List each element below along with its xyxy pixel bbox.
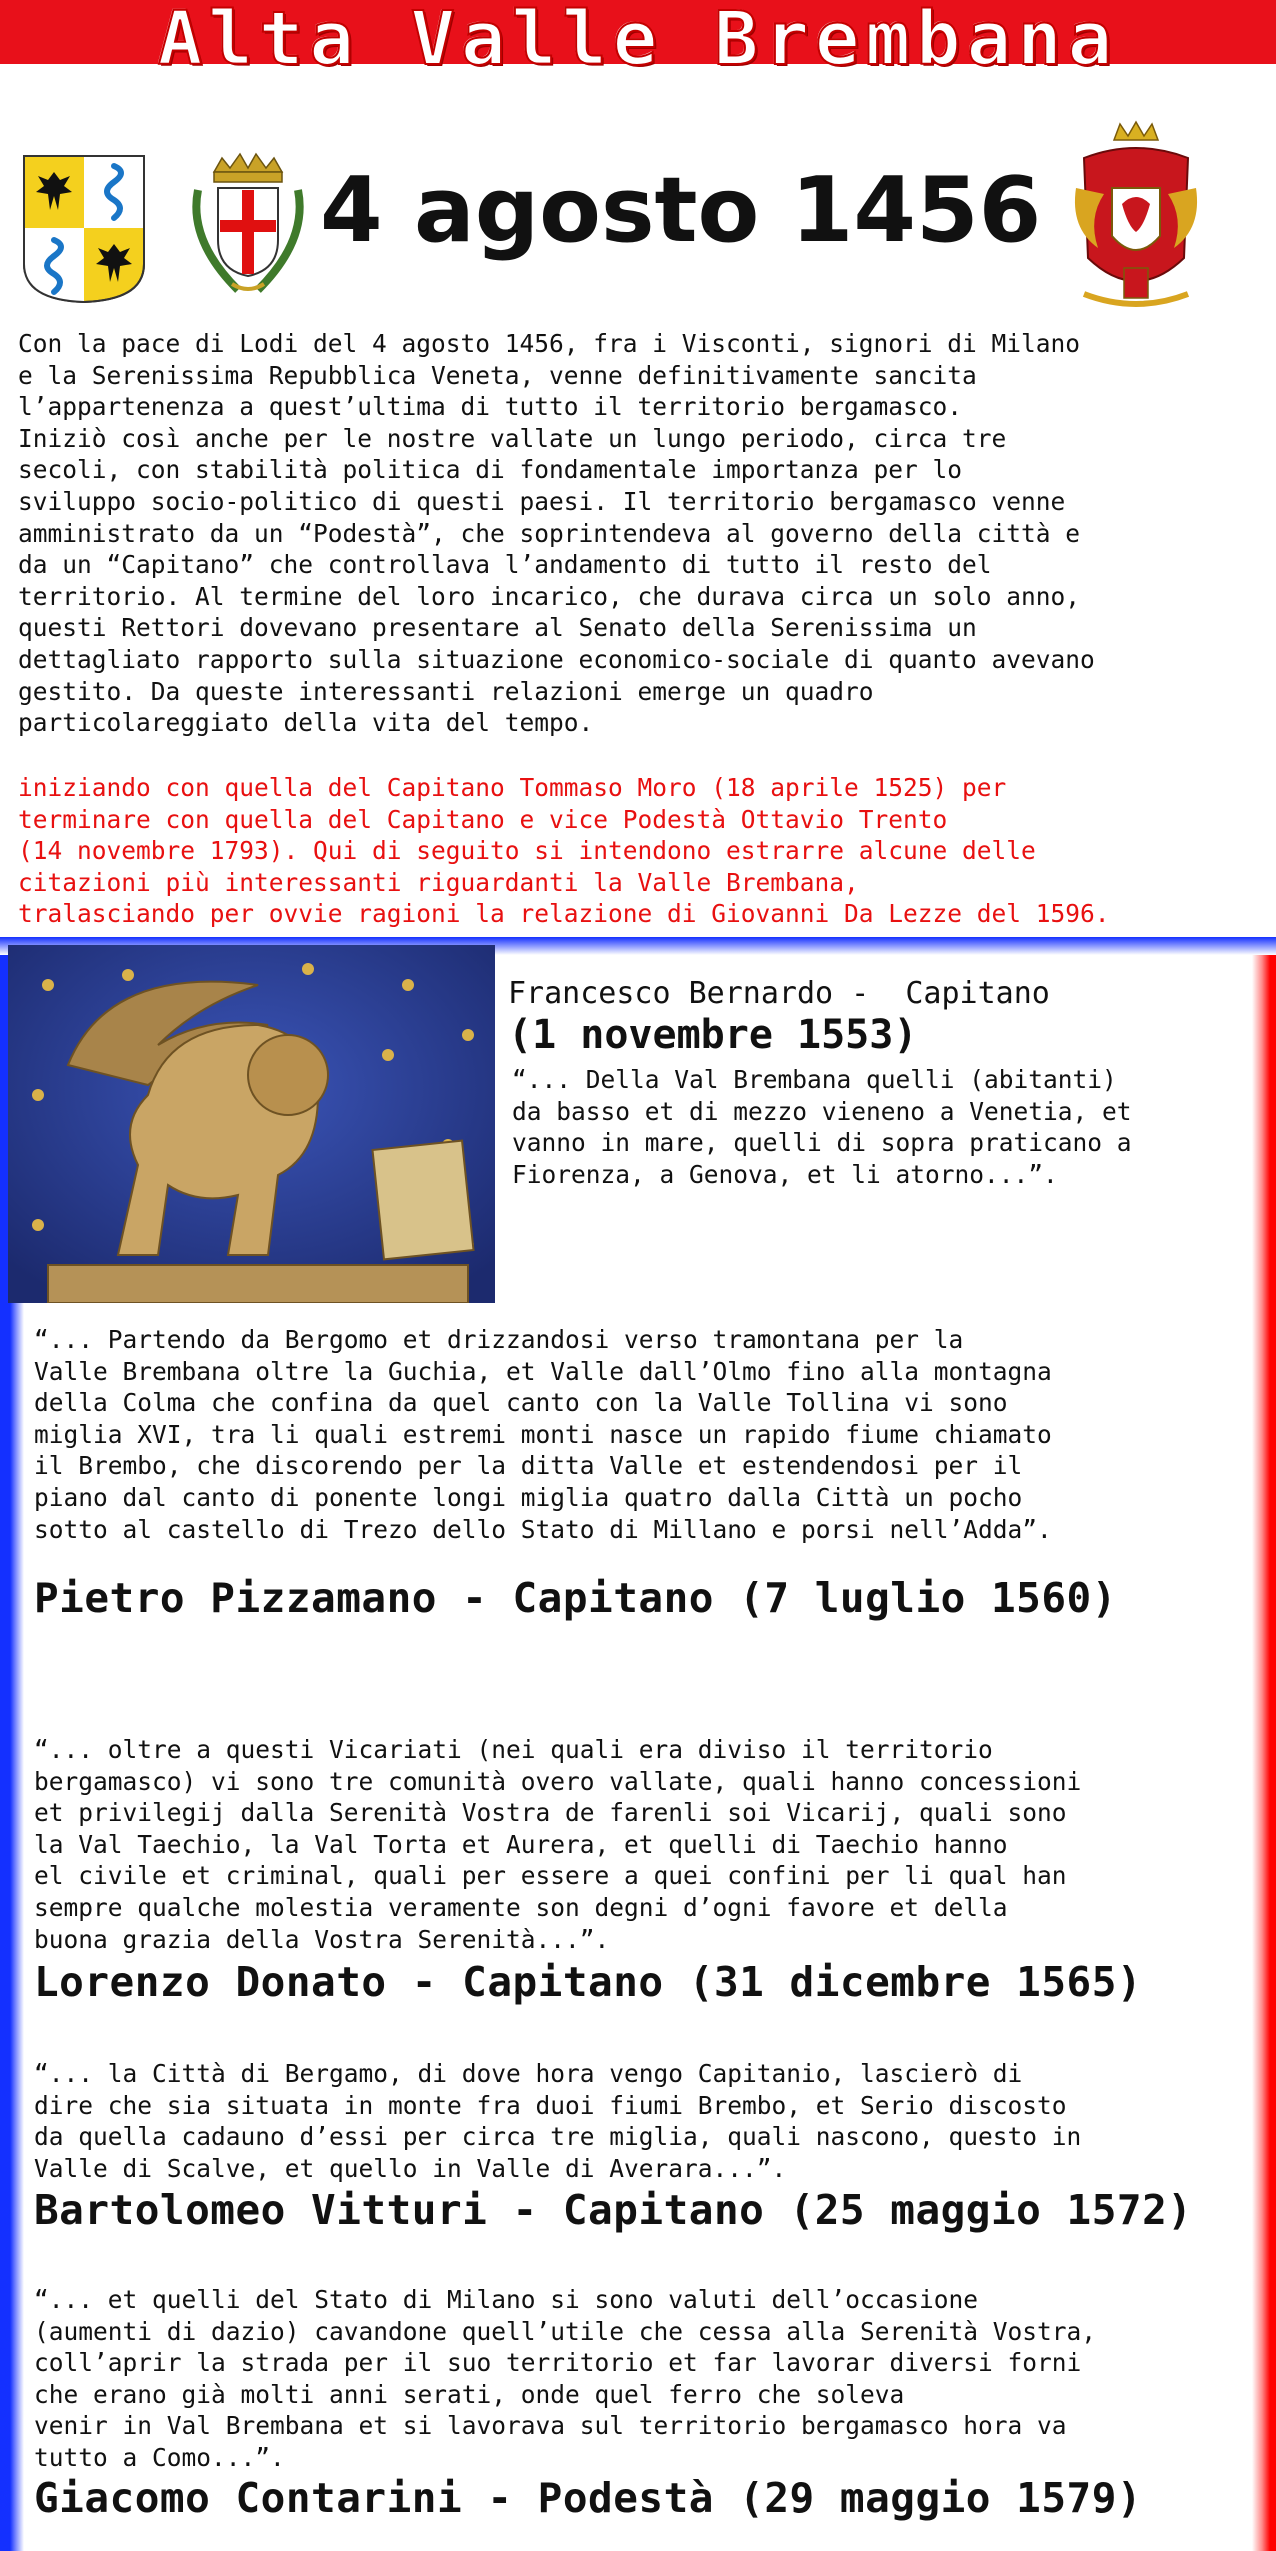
section-heading: Pietro Pizzamano - Capitano (7 luglio 1560) [34, 1574, 1117, 1622]
lion-of-saint-mark-image [8, 945, 495, 1303]
event-date: 4 agosto 1456 [320, 158, 1042, 263]
visconti-crest-icon [20, 152, 148, 304]
lion-icon [8, 945, 495, 1303]
section-heading: Giacomo Contarini - Podestà (29 maggio 1579) [34, 2474, 1143, 2522]
title-banner [0, 0, 1276, 92]
section-quote: “... oltre a questi Vicariati (nei quali era diviso il territorio bergamasco) vi sono tre comunità overo vallate, quali hanno concessioni et privilegij dalla Serenità Vostra de farenli soi Vicarij, quali sono la Val Taechio, la Val Torta et Aurera, et quelli di Taechio hanno el civile et criminal, quali per essere a quei confini per li qual han sempre qualche molestia veramente son degni d’ogni favore et della buona grazia della Vostra Serenità...”. [34, 1735, 1082, 1954]
intro-red-paragraph: iniziando con quella del Capitano Tommaso Moro (18 aprile 1525) per terminare con quella del Capitano e vice Podestà Ottavio Trento (14 novembre 1793). Qui di seguito si intendono estrarre alcune delle citazioni più interessanti riguardanti la Valle Brembana, tralasciando per ovvie ragioni la relazione di Giovanni Da Lezze del 1596. [18, 773, 1110, 929]
intro-paragraph: Con la pace di Lodi del 4 agosto 1456, fra i Visconti, signori di Milano e la Serenissima Repubblica Veneta, venne definitivamente sancita l’appartenenza a quest’ultima di tutto il territorio bergamasco. Iniziò così anche per le nostre vallate un lungo periodo, circa tre secoli, con stabilità politica di fondamentale importanza per lo sviluppo socio-politico di questi paesi. Il territorio bergamasco venne amministrato da un “Podestà”, che soprintendeva al governo della città e da un “Capitano” che controllava l’andamento di tutto il resto del territorio. Al termine del loro incarico, che durava circa un solo anno, questi Rettori dovevano presentare al Senato della Serenissima un dettagliato rapporto sulla situazione economico-sociale di quanto avevano gestito. Da queste interessanti relazioni emerge un quadro particolareggiato della vita del tempo. [18, 329, 1095, 738]
section-heading: Lorenzo Donato - Capitano (31 dicembre 1565) [34, 1958, 1143, 2006]
section-date: (1 novembre 1553) [508, 1012, 918, 1058]
page-title: Alta Valle Brembana [157, 0, 1119, 82]
section-quote: “... et quelli del Stato di Milano si sono valuti dell’occasione (aumenti di dazio) cavandone quell’utile che cessa alla Serenità Vostra, coll’aprir la strada per il suo territorio et far lavorar diversi forni che erano già molti anni serati, onde quel ferro che soleva venir in Val Brembana et si lavorava sul territorio bergamasco hora va tutto a Como...”. [34, 2285, 1097, 2472]
section-quote: “... Della Val Brembana quelli (abitanti) da basso et di mezzo vieneno a Venetia, et vanno in mare, quelli di sopra praticano a Fiorenza, a Genova, et li atorno...”. [512, 1065, 1132, 1189]
section-heading: Bartolomeo Vitturi - Capitano (25 maggio 1572) [34, 2186, 1193, 2234]
section-quote: “... la Città di Bergamo, di dove hora vengo Capitanio, lascierò di dire che sia situata in monte fra duoi fiumi Brembo, et Serio discosto da quella cadauno d’essi per circa tre miglia, quali nascono, questo in Valle di Scalve, et quello in Valle di Averara...”. [34, 2059, 1082, 2183]
venetian-crest-icon [1064, 118, 1208, 314]
milan-crest-icon [184, 150, 312, 302]
section-quote: “... Partendo da Bergomo et drizzandosi verso tramontana per la Valle Brembana oltre la Guchia, et Valle dall’Olmo fino alla montagna della Colma che confina da quel canto con la Valle Tollina vi sono miglia XVI, tra li quali estremi monti nasce un rapido fiume chiamato il Brembo, che discorendo per la ditta Valle et estendendosi per il piano dal canto di ponente longi miglia quatro dalla Città un pocho sotto al castello di Trezo dello Stato di Millano e porsi nell’Adda”. [34, 1325, 1052, 1544]
section-author: Francesco Bernardo - Capitano [508, 976, 1050, 1011]
